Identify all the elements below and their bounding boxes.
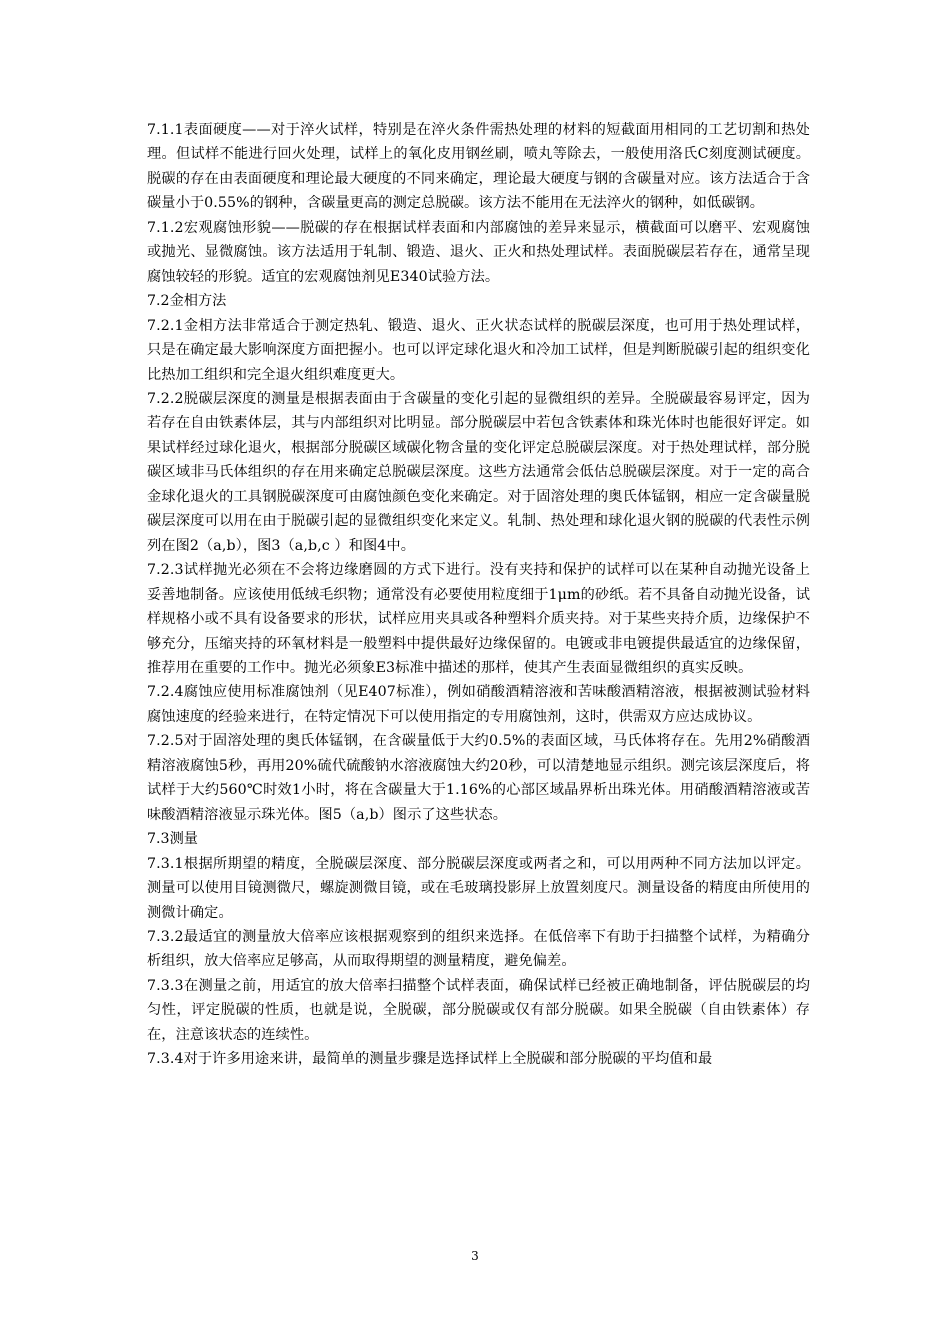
- body-paragraph: 7.3.2最适宜的测量放大倍率应该根据观察到的组织来选择。在低倍率下有助于扫描整个试样，为精确分析组织，放大倍率应足够高，从而取得期望的测量精度，避免偏差。: [147, 928, 810, 970]
- body-paragraph: 7.2.4腐蚀应使用标准腐蚀剂（见E407标准），例如硝酸酒精溶液和苦味酸酒精溶液，根据被测试验材料腐蚀速度的经验来进行，在特定情况下可以使用指定的专用腐蚀剂，这时，供需双方应达成协议。: [147, 684, 810, 725]
- section-heading: 7.2金相方法: [147, 293, 227, 310]
- body-paragraph: 7.3.3在测量之前，用适宜的放大倍率扫描整个试样表面，确保试样已经被正确地制备，评估脱碳层的均匀性，评定脱碳的性质，也就是说，全脱碳，部分脱碳或仅有部分脱碳。如果全脱碳（自由铁素体）存在，注意该状态的连续性。: [147, 977, 810, 1043]
- body-paragraph: 7.2.5对于固溶处理的奥氏体锰钢，在含碳量低于大约0.5%的表面区域，马氏体将存在。先用2%硝酸酒精溶液腐蚀5秒，再用20%硫代硫酸钠水溶液腐蚀大约20秒，可以清楚地显示组织。测完该层深度后，将试样于大约560℃时效1小时，将在含碳量大于1.16%的心部区域晶界析出珠光体。用硝酸酒精溶液或苦味酸酒精溶液显示珠光体。图5（a,b）图示了这些状态。: [147, 733, 810, 823]
- body-paragraph: 7.2.1金相方法非常适合于测定热轧、锻造、退火、正火状态试样的脱碳层深度，也可用于热处理试样，只是在确定最大影响深度方面把握小。也可以评定球化退火和冷加工试样，但是判断脱碳引起的组织变化比热加工组织和完全退火组织难度更大。: [147, 317, 810, 383]
- document-body: [147, 118, 810, 1072]
- body-paragraph: 7.3.4对于许多用途来讲，最简单的测量步骤是选择试样上全脱碳和部分脱碳的平均值和最: [147, 1051, 713, 1068]
- body-paragraph: 7.2.3试样抛光必须在不会将边缘磨圆的方式下进行。没有夹持和保护的试样可以在某种自动抛光设备上妥善地制备。应该使用低绒毛织物；通常没有必要使用粒度细于1μm的砂纸。若不具备自动抛光设备，试样规格小或不具有设备要求的形状，试样应用夹具或各种塑料介质夹持。对于某些夹持介质，边缘保护不够充分，压缩夹持的环氧材料是一般塑料中提供最好边缘保留的。电镀或非电镀提供最适宜的边缘保留，推荐用在重要的工作中。抛光必须象E3标准中描述的那样，使其产生表面显微组织的真实反映。: [147, 562, 810, 676]
- page-number: 3: [471, 1249, 479, 1263]
- body-paragraph: 7.2.2脱碳层深度的测量是根据表面由于含碳量的变化引起的显微组织的差异。全脱碳最容易评定，因为若存在自由铁素体层，其与内部组织对比明显。部分脱碳层中若包含铁素体和珠光体时也能很好评定。如果试样经过球化退火，根据部分脱碳区域碳化物含量的变化评定总脱碳层深度。对于热处理试样，部分脱碳区域非马氏体组织的存在用来确定总脱碳层深度。这些方法通常会低估总脱碳层深度。对于一定的高合金球化退火的工具钢脱碳深度可由腐蚀颜色变化来确定。对于固溶处理的奥氏体锰钢，相应一定含碳量脱碳层深度可以用在由于脱碳引起的显微组织变化来定义。轧制、热处理和球化退火钢的脱碳的代表性示例列在图2（a,b），图3（a,b,c ）和图4中。: [147, 390, 810, 554]
- body-paragraph: 7.1.1表面硬度——对于淬火试样，特别是在淬火条件需热处理的材料的短截面用相同的工艺切割和热处理。但试样不能进行回火处理，试样上的氧化皮用钢丝刷，喷丸等除去，一般使用洛氏C刻度测试硬度。脱碳的存在由表面硬度和理论最大硬度的不同来确定，理论最大硬度与钢的含碳量对应。该方法适合于含碳量小于0.55%的钢种，含碳量更高的测定总脱碳。该方法不能用在无法淬火的钢种，如低碳钢。: [147, 122, 810, 212]
- body-paragraph: 7.1.2宏观腐蚀形貌——脱碳的存在根据试样表面和内部腐蚀的差异来显示，横截面可以磨平、宏观腐蚀或抛光、显微腐蚀。该方法适用于轧制、锻造、退火、正火和热处理试样。表面脱碳层若存在，通常呈现腐蚀较轻的形貌。适宜的宏观腐蚀剂见E340试验方法。: [147, 219, 810, 285]
- body-paragraph: 7.3.1根据所期望的精度，全脱碳层深度、部分脱碳层深度或两者之和，可以用两种不同方法加以评定。测量可以使用目镜测微尺，螺旋测微目镜，或在毛玻璃投影屏上放置刻度尺。测量设备的精度由所使用的测微计确定。: [147, 855, 810, 921]
- section-heading: 7.3测量: [147, 831, 198, 848]
